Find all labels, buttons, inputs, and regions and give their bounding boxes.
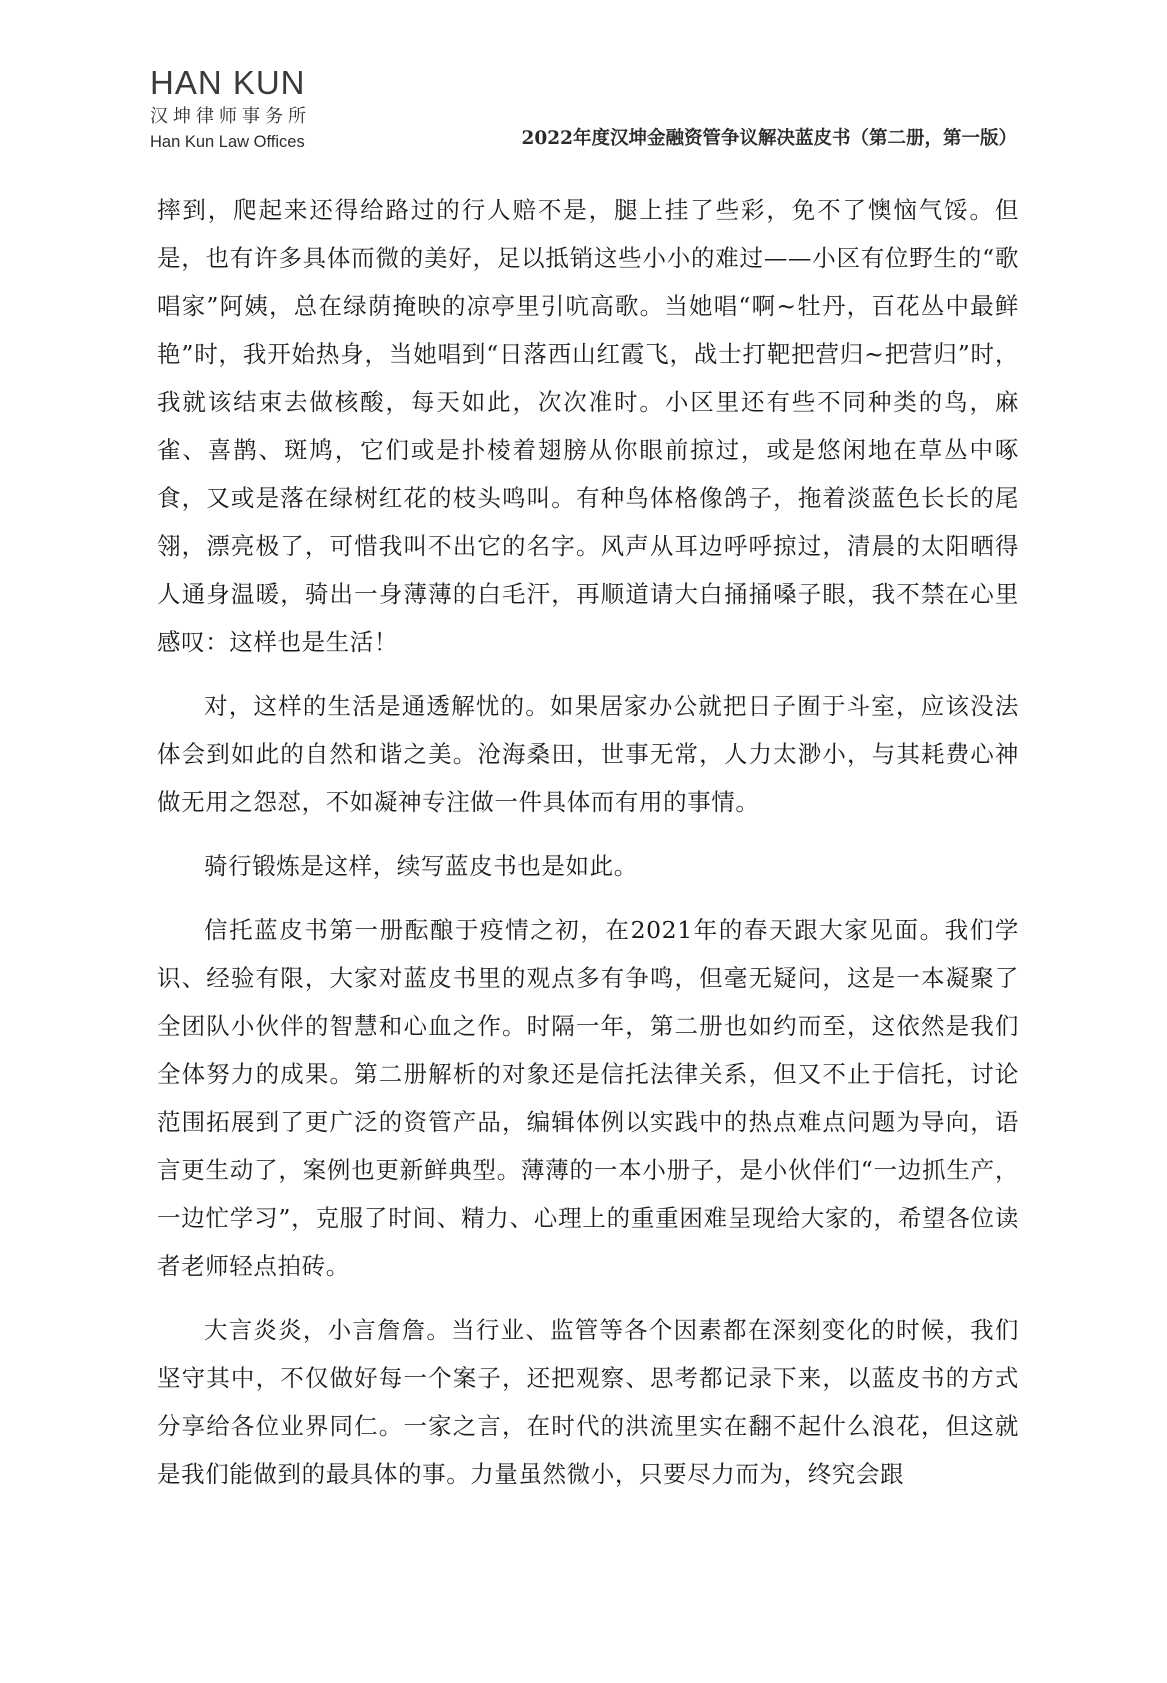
document-title: 2022年度汉坤金融资管争议解决蓝皮书（第二册，第一版） <box>521 128 1017 149</box>
paragraph-4: 信托蓝皮书第一册酝酿于疫情之初，在2021年的春天跟大家见面。我们学识、经验有限，大家对蓝皮书里的观点多有争鸣，但毫无疑问，这是一本凝聚了全团队小伙伴的智慧和心血之作。时隔一年，第二册也如约而至，这依然是我们全体努力的成果。第二册解析的对象还是信托法律关系，但又不止于信托，讨论范围拓展到了更广泛的资管产品，编辑体例以实践中的热点难点问题为导向，语言更生动了，案例也更新鲜典型。薄薄的一本小册子，是小伙伴们“一边抓生产，一边忙学习”，克服了时间、精力、心理上的重重困难呈现给大家的，希望各位读者老师轻点拍砖。 <box>157 916 1019 1280</box>
han-kun-logo <box>150 66 340 152</box>
paragraph-3: 骑行锻炼是这样，续写蓝皮书也是如此。 <box>204 852 638 880</box>
page-body <box>157 186 1019 1514</box>
logo-wordmark: HAN KUN <box>150 64 306 101</box>
page-header <box>0 0 1167 170</box>
logo-english-name: Han Kun Law Offices <box>150 133 305 151</box>
logo-chinese-name: 汉坤律师事务所 <box>150 106 311 127</box>
paragraph-1: 摔到，爬起来还得给路过的行人赔不是，腿上挂了些彩，免不了懊恼气馁。但是，也有许多具体而微的美好，足以抵销这些小小的难过——小区有位野生的“歌唱家”阿姨，总在绿荫掩映的凉亭里引吭高歌。当她唱“啊~牡丹，百花丛中最鲜艳”时，我开始热身，当她唱到“日落西山红霞飞，战士打靶把营归~把营归”时，我就该结束去做核酸，每天如此，次次准时。小区里还有些不同种类的鸟，麻雀、喜鹊、斑鸠，它们或是扑棱着翅膀从你眼前掠过，或是悠闲地在草丛中啄食，又或是落在绿树红花的枝头鸣叫。有种鸟体格像鸽子，拖着淡蓝色长长的尾翎，漂亮极了，可惜我叫不出它的名字。风声从耳边呼呼掠过，清晨的太阳晒得人通身温暖，骑出一身薄薄的白毛汗，再顺道请大白捅捅嗓子眼，我不禁在心里感叹：这样也是生活！ <box>157 196 1019 656</box>
paragraph-2: 对，这样的生活是通透解忧的。如果居家办公就把日子囿于斗室，应该没法体会到如此的自然和谐之美。沧海桑田，世事无常，人力太渺小，与其耗费心神做无用之怨怼，不如凝神专注做一件具体而有用的事情。 <box>157 692 1019 816</box>
paragraph-5: 大言炎炎，小言詹詹。当行业、监管等各个因素都在深刻变化的时候，我们坚守其中，不仅做好每一个案子，还把观察、思考都记录下来，以蓝皮书的方式分享给各位业界同仁。一家之言，在时代的洪流里实在翻不起什么浪花，但这就是我们能做到的最具体的事。力量虽然微小，只要尽力而为，终究会跟 <box>157 1316 1019 1488</box>
